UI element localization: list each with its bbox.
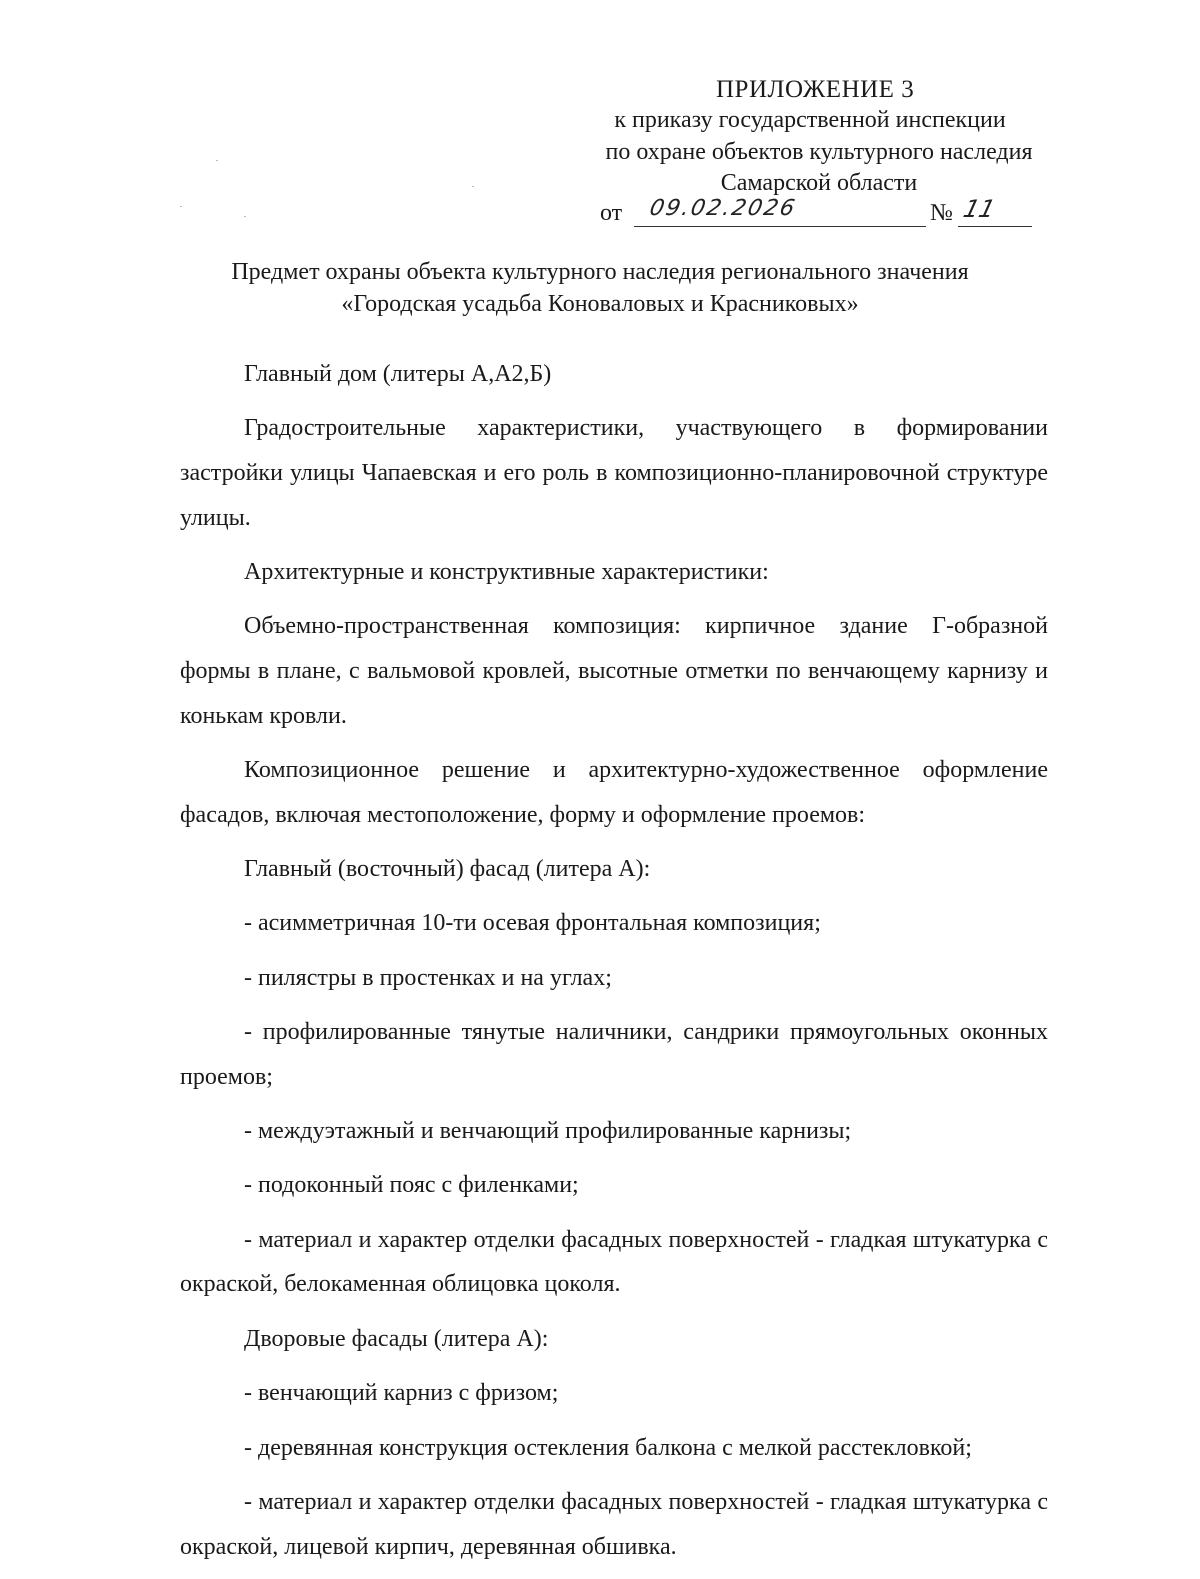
order-date-handwritten: 09.02.2026 <box>647 196 799 221</box>
list-item: - подоконный пояс с филенками; <box>244 1172 579 1199</box>
list-item: - венчающий карниз с фризом; <box>244 1380 559 1407</box>
list-item: - междуэтажный и венчающий профилированные карнизы; <box>244 1118 852 1145</box>
scan-speck <box>244 216 246 217</box>
scan-speck <box>216 160 218 161</box>
order-number-field <box>958 195 1032 227</box>
appendix-line-inspection: по охране объектов культурного наследия <box>605 139 1033 165</box>
document-body <box>180 352 1048 1579</box>
appendix-title: ПРИЛОЖЕНИЕ 3 <box>716 76 915 103</box>
from-label: от <box>600 200 623 226</box>
paragraph: Главный (восточный) фасад (литера А): <box>244 855 651 882</box>
order-date-field <box>634 198 926 227</box>
scan-speck <box>180 206 182 207</box>
document-title-line-2: «Городская усадьба Коноваловых и Красниковых» <box>341 291 859 317</box>
paragraph: Композиционное решение и архитектурно-художественное оформление фасадов, включая местоположение, форму и оформление проемов: <box>180 756 1048 828</box>
order-date-number-row <box>600 195 1040 232</box>
paragraph: Градостроительные характеристики, участвующего в формировании застройки улицы Чапаевская и его роль в композиционно-планировочной структуре улицы. <box>180 415 1048 531</box>
paragraph: Дворовые фасады (литера А): <box>244 1325 549 1352</box>
number-label: № <box>930 200 953 226</box>
list-item: - материал и характер отделки фасадных поверхностей - гладкая штукатурка с окраской, белокаменная облицовка цоколя. <box>180 1226 1048 1298</box>
appendix-line-order: к приказу государственной инспекции <box>614 107 1006 133</box>
appendix-line-region: Самарской области <box>720 170 918 196</box>
list-item: - пилястры в простенках и на углах; <box>244 964 612 991</box>
list-item: - профилированные тянутые наличники, сандрики прямоугольных оконных проемов; <box>180 1019 1048 1090</box>
paragraph: Объемно-пространственная композиция: кирпичное здание Г-образной формы в плане, с вальмовой кровлей, высотные отметки по венчающему карнизу и конькам кровли. <box>180 613 1048 729</box>
list-item: - материал и характер отделки фасадных поверхностей - гладкая штукатурка с окраской, лицевой кирпич, деревянная обшивка. <box>180 1489 1048 1560</box>
list-item: - деревянная конструкция остекления балкона с мелкой расстекловкой; <box>244 1434 972 1461</box>
paragraph: Главный дом (литеры А,А2,Б) <box>244 361 552 387</box>
document-title-line-1: Предмет охраны объекта культурного наследия регионального значения <box>231 259 969 285</box>
scan-speck <box>472 186 474 187</box>
list-item: - асимметричная 10-ти осевая фронтальная композиция; <box>244 910 821 937</box>
order-number-handwritten: 11 <box>960 195 999 223</box>
paragraph: Архитектурные и конструктивные характеристики: <box>244 558 769 585</box>
